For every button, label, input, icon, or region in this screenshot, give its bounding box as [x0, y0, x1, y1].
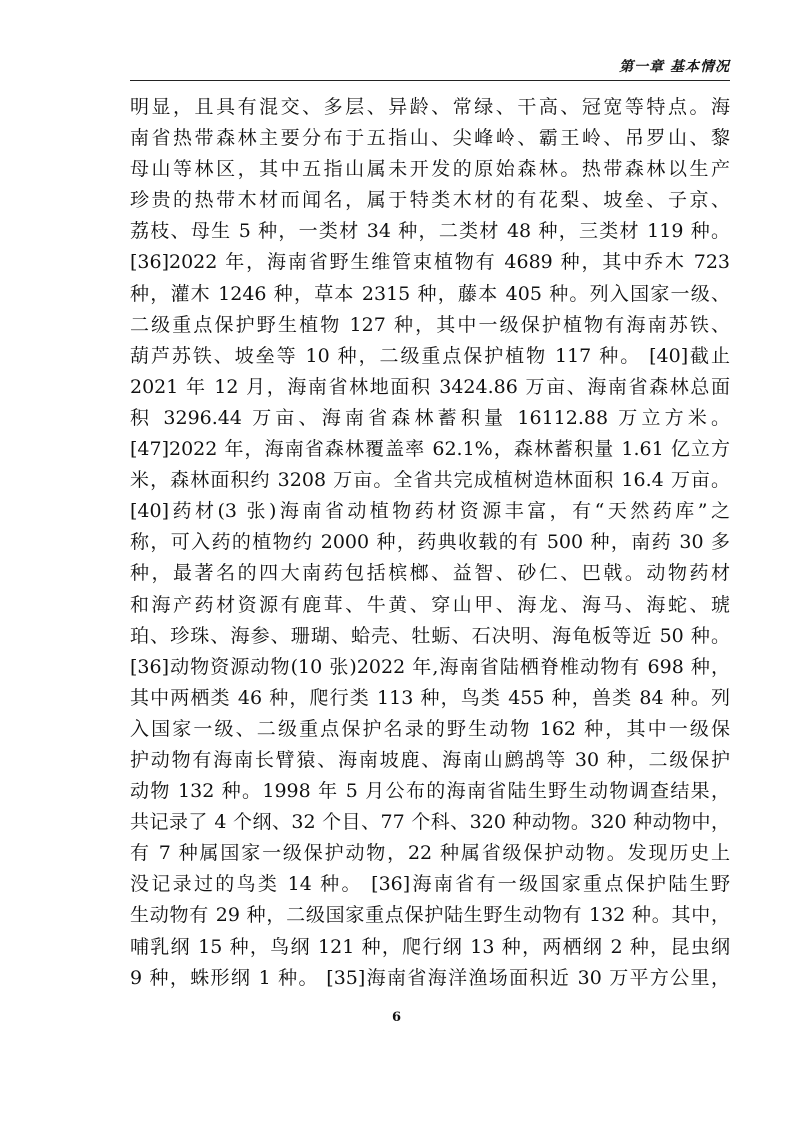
- text-line: 哺乳纲 15 种，鸟纲 121 种，爬行纲 13 种，两栖纲 2 种，昆虫纲: [130, 935, 730, 958]
- text-line: 有 7 种属国家一级保护动物，22 种属省级保护动物。发现历史上: [130, 842, 730, 865]
- text-line: 珍贵的热带木材而闻名，属于特类木材的有花梨、坡垒、子京、: [130, 189, 730, 212]
- body-text: [130, 92, 730, 994]
- text-line: 生动物有 29 种，二级国家重点保护陆生野生动物有 132 种。其中，: [130, 904, 730, 927]
- text-line: 共记录了 4 个纲、32 个目、77 个科、320 种动物。320 种动物中，: [130, 811, 730, 834]
- text-line: 葫芦苏铁、坡垒等 10 种，二级重点保护植物 117 种。 [40]截止: [130, 344, 730, 367]
- text-line: 护动物有海南长臂猿、海南坡鹿、海南山鹧鸪等 30 种，二级保护: [130, 748, 730, 771]
- text-line: 和海产药材资源有鹿茸、牛黄、穿山甲、海龙、海马、海蛇、琥: [130, 593, 730, 616]
- text-line: 荔枝、母生 5 种，一类材 34 种，二类材 48 种，三类材 119 种。: [130, 220, 730, 243]
- text-line: 没记录过的鸟类 14 种。 [36]海南省有一级国家重点保护陆生野: [130, 873, 730, 896]
- running-header: [130, 52, 730, 80]
- text-line: 明显，且具有混交、多层、异龄、常绿、干高、冠宽等特点。海: [130, 96, 730, 118]
- text-line: 积 3296.44 万亩、海南省森林蓄积量 16112.88 万立方米。: [130, 406, 730, 429]
- text-line: 二级重点保护野生植物 127 种，其中一级保护植物有海南苏铁、: [130, 313, 730, 336]
- text-line: 称，可入药的植物约 2000 种，药典收载的有 500 种，南药 30 多: [130, 531, 730, 554]
- text-line: 入国家一级、二级重点保护名录的野生动物 162 种，其中一级保: [130, 717, 730, 740]
- text-line: [47]2022 年，海南省森林覆盖率 62.1%，森林蓄积量 1.61 亿立方: [130, 438, 730, 461]
- text-line: [36]动物资源动物(10 张)2022 年,海南省陆栖脊椎动物有 698 种，: [130, 655, 730, 678]
- text-line: 其中两栖类 46 种，爬行类 113 种，鸟类 455 种，兽类 84 种。列: [130, 686, 730, 709]
- text-line: 种，最著名的四大南药包括槟榔、益智、砂仁、巴戟。动物药材: [130, 562, 730, 585]
- text-line: 动物 132 种。1998 年 5 月公布的海南省陆生野生动物调查结果，: [130, 780, 730, 803]
- text-line: 种，灌木 1246 种，草本 2315 种，藤本 405 种。列入国家一级、: [130, 282, 730, 305]
- text-line: 9 种，蛛形纲 1 种。 [35]海南省海洋渔场面积近 30 万平方公里，: [130, 966, 730, 989]
- text-line: 母山等林区，其中五指山属未开发的原始森林。热带森林以生产: [130, 158, 730, 181]
- text-line: [40]药材(3 张)海南省动植物药材资源丰富，有“天然药库”之: [130, 500, 730, 523]
- text-line: [36]2022 年，海南省野生维管束植物有 4689 种，其中乔木 723: [130, 251, 730, 274]
- text-line: 2021 年 12 月，海南省林地面积 3424.86 万亩、海南省森林总面: [130, 375, 730, 398]
- text-line: 珀、珍珠、海参、珊瑚、蛤壳、牡蛎、石决明、海龟板等近 50 种。: [130, 624, 730, 647]
- text-line: 南省热带森林主要分布于五指山、尖峰岭、霸王岭、吊罗山、黎: [130, 127, 730, 150]
- header-divider: [130, 80, 730, 81]
- text-line: 米，森林面积约 3208 万亩。全省共完成植树造林面积 16.4 万亩。: [130, 469, 730, 492]
- chapter-title: 第一章 基本情况: [619, 59, 730, 75]
- page-number: 6: [391, 1010, 402, 1025]
